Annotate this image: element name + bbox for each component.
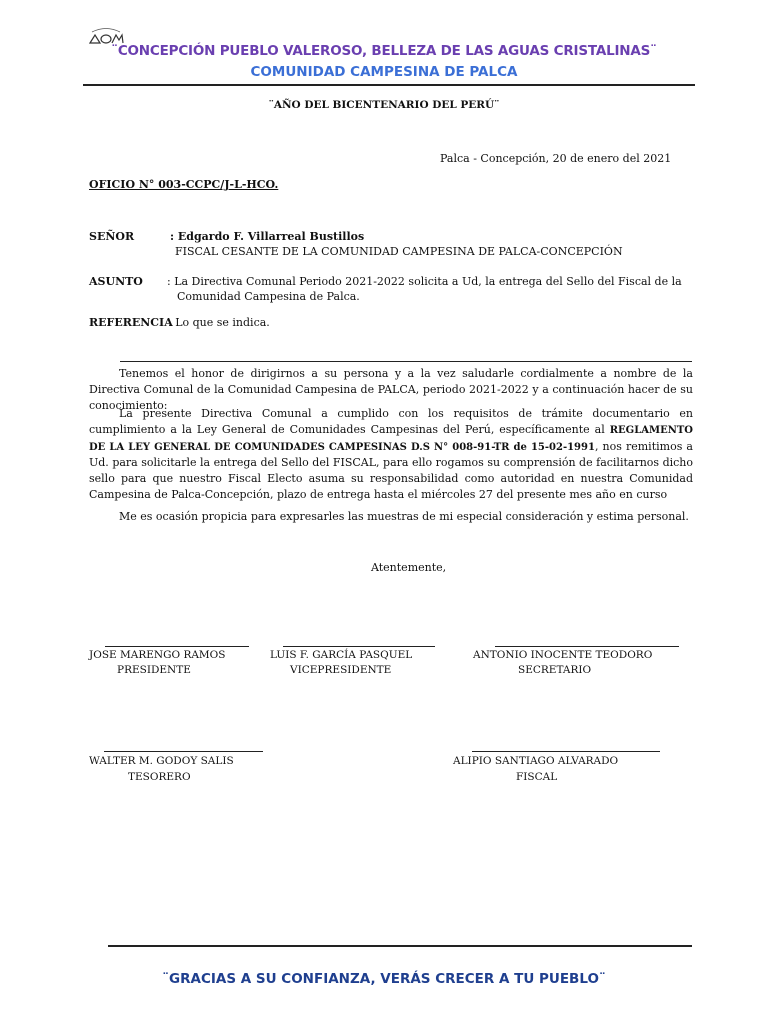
signatory-vicepresident-role: VICEPRESIDENTE [290,664,392,676]
signature-line-vicepresident [283,646,435,647]
body-divider [120,361,692,362]
referencia-label: REFERENCIA [89,316,173,329]
closing: Atentemente, [371,561,447,574]
recipient-name: : Edgardo F. Villarreal Bustillos [170,230,365,243]
regulation-reference: REGLAMENTO DE LA LEY GENERAL DE COMUNIDADES CAMPESINAS D.S N° 008-91-TR de 15-02-1991 [89,424,693,453]
paragraph-2-text-a: La presente Directiva Comunal a cumplido con los requisitos de trámite documentario en cumplimiento a la Ley General de Comunidades Campesinas del Perú, específicamente al [89,407,693,436]
place-date: Palca - Concepción, 20 de enero del 2021 [440,152,672,165]
header-divider [83,84,695,86]
signatory-fiscal-role: FISCAL [516,771,558,783]
signatory-secretary-role: SECRETARIO [518,664,592,676]
footer-divider [108,945,692,947]
asunto-label: ASUNTO [89,275,143,288]
asunto-line-1: : La Directiva Comunal Periodo 2021-2022 solicita a Ud, la entrega del Sello del Fiscal de la [167,275,682,288]
footer-slogan: ¨GRACIAS A SU CONFIANZA, VERÁS CRECER A TU PUEBLO¨ [162,971,606,987]
referencia-text: : Lo que se indica. [168,316,270,329]
year-title: ¨AÑO DEL BICENTENARIO DEL PERÚ¨ [268,99,500,111]
signatory-treasurer-role: TESORERO [128,771,191,783]
paragraph-3 [89,509,693,525]
signatory-fiscal-name: ALIPIO SANTIAGO ALVARADO [453,755,619,767]
signatory-president-name: JOSE MARENGO RAMOS [89,649,226,661]
office-number: OFICIO N° 003-CCPC/J-L-HCO. [89,178,279,191]
signature-line-secretary [495,646,679,647]
paragraph-2-text-b: , nos remitimos a Ud. para solicitarle la entrega del Sello del FISCAL, para ello rogamos su comprensión de facilitarnos dicho sello para que nuestro Fiscal Electo asuma su responsabilidad como autoridad en nuestra Comunidad Campesina de Palca-Concepción, plazo de entrega hasta el miércoles 27 del presente mes año en curso [89,439,693,501]
asunto-line-2: Comunidad Campesina de Palca. [177,290,360,303]
signatory-vicepresident-name: LUIS F. GARCÍA PASQUEL [270,649,413,661]
signatory-president-role: PRESIDENTE [117,664,191,676]
senor-label: SEÑOR [89,230,135,243]
paragraph-2 [89,406,693,503]
community-motto: ¨CONCEPCIÓN PUEBLO VALEROSO, BELLEZA DE LAS AGUAS CRISTALINAS¨ [111,43,657,59]
signature-line-treasurer [104,751,263,752]
community-name: COMUNIDAD CAMPESINA DE PALCA [250,64,518,80]
paragraph-1-text: Tenemos el honor de dirigirnos a su persona y a la vez saludarle cordialmente a nombre de la Directiva Comunal de la Comunidad Campesina de PALCA, periodo 2021-2022 y a continuación hacer de su conocimiento: [89,367,693,412]
paragraph-3-text: Me es ocasión propicia para expresarles las muestras de mi especial consideración y estima personal. [119,510,689,523]
signatory-secretary-name: ANTONIO INOCENTE TEODORO [473,649,653,661]
signatory-treasurer-name: WALTER M. GODOY SALIS [89,755,234,767]
signature-line-president [105,646,249,647]
recipient-title: FISCAL CESANTE DE LA COMUNIDAD CAMPESINA DE PALCA-CONCEPCIÓN [175,245,623,258]
signature-line-fiscal [472,751,660,752]
